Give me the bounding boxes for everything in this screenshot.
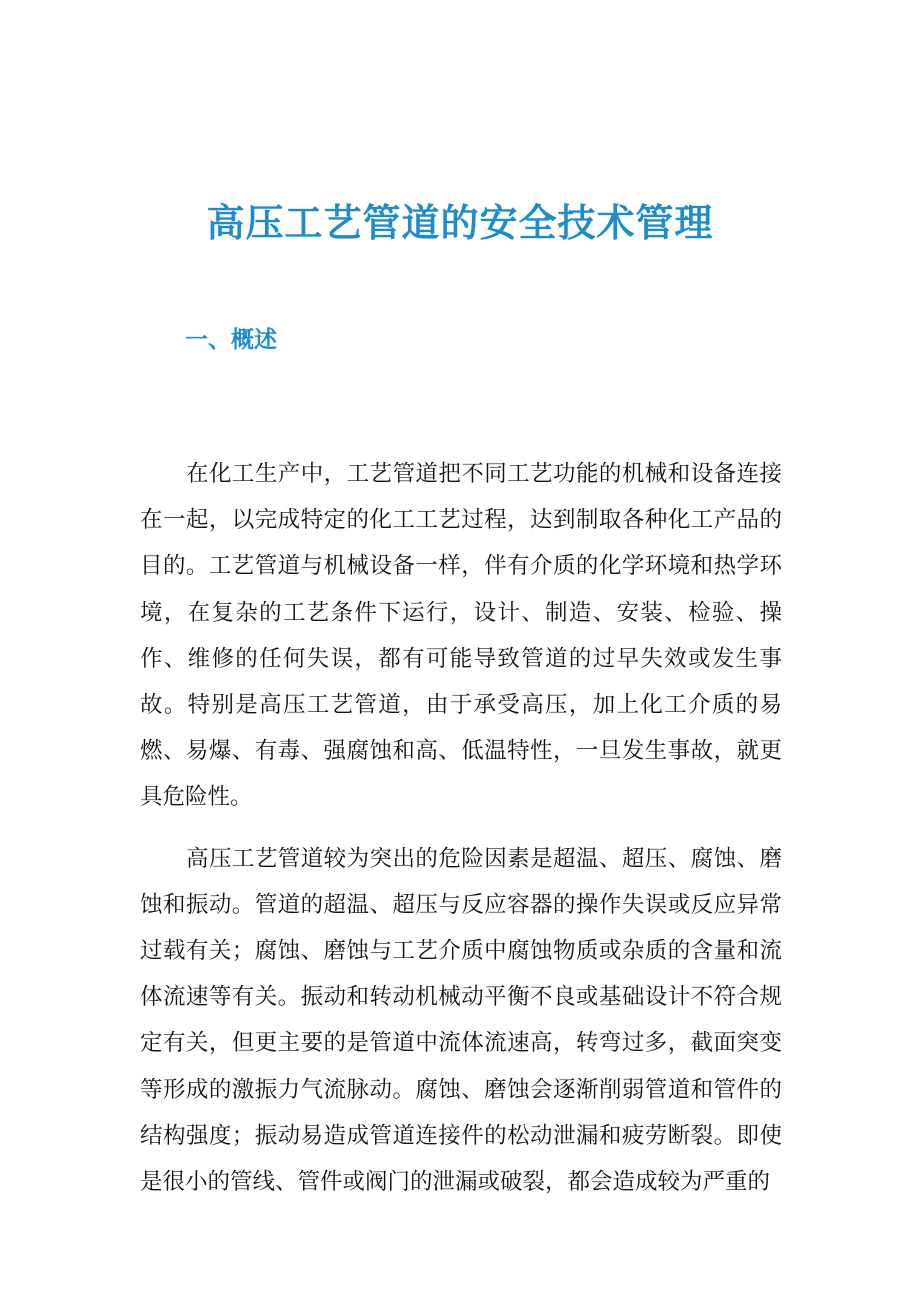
document-title: 高压工艺管道的安全技术管理: [206, 201, 714, 245]
paragraph-overview-2: 高压工艺管道较为突出的危险因素是超温、超压、腐蚀、磨蚀和振动。管道的超温、超压与反应容器的操作失误或反应异常过载有关；腐蚀、磨蚀与工艺介质中腐蚀物质或杂质的含量和流体流速等有关。振动和转动机械动平衡不良或基础设计不符合规定有关，但更主要的是管道中流体流速高，转弯过多，截面突变等形成的激振力气流脉动。腐蚀、磨蚀会逐渐削弱管道和管件的结构强度；振动易造成管道连接件的松动泄漏和疲劳断裂。即使是很小的管线、管件或阀门的泄漏或破裂，都会造成较为严重的: [140, 845, 782, 1196]
body-text: [140, 451, 782, 1220]
paragraph-overview-1: 在化工生产中，工艺管道把不同工艺功能的机械和设备连接在一起，以完成特定的化工工艺过程，达到制取各种化工产品的目的。工艺管道与机械设备一样，伴有介质的化学环境和热学环境，在复杂的工艺条件下运行，设计、制造、安装、检验、操作、维修的任何失误，都有可能导致管道的过早失效或发生事故。特别是高压工艺管道，由于承受高压，加上化工介质的易燃、易爆、有毒、强腐蚀和高、低温特性，一旦发生事故，就更具危险性。: [140, 461, 782, 811]
section-heading: 一、概述: [185, 327, 277, 353]
